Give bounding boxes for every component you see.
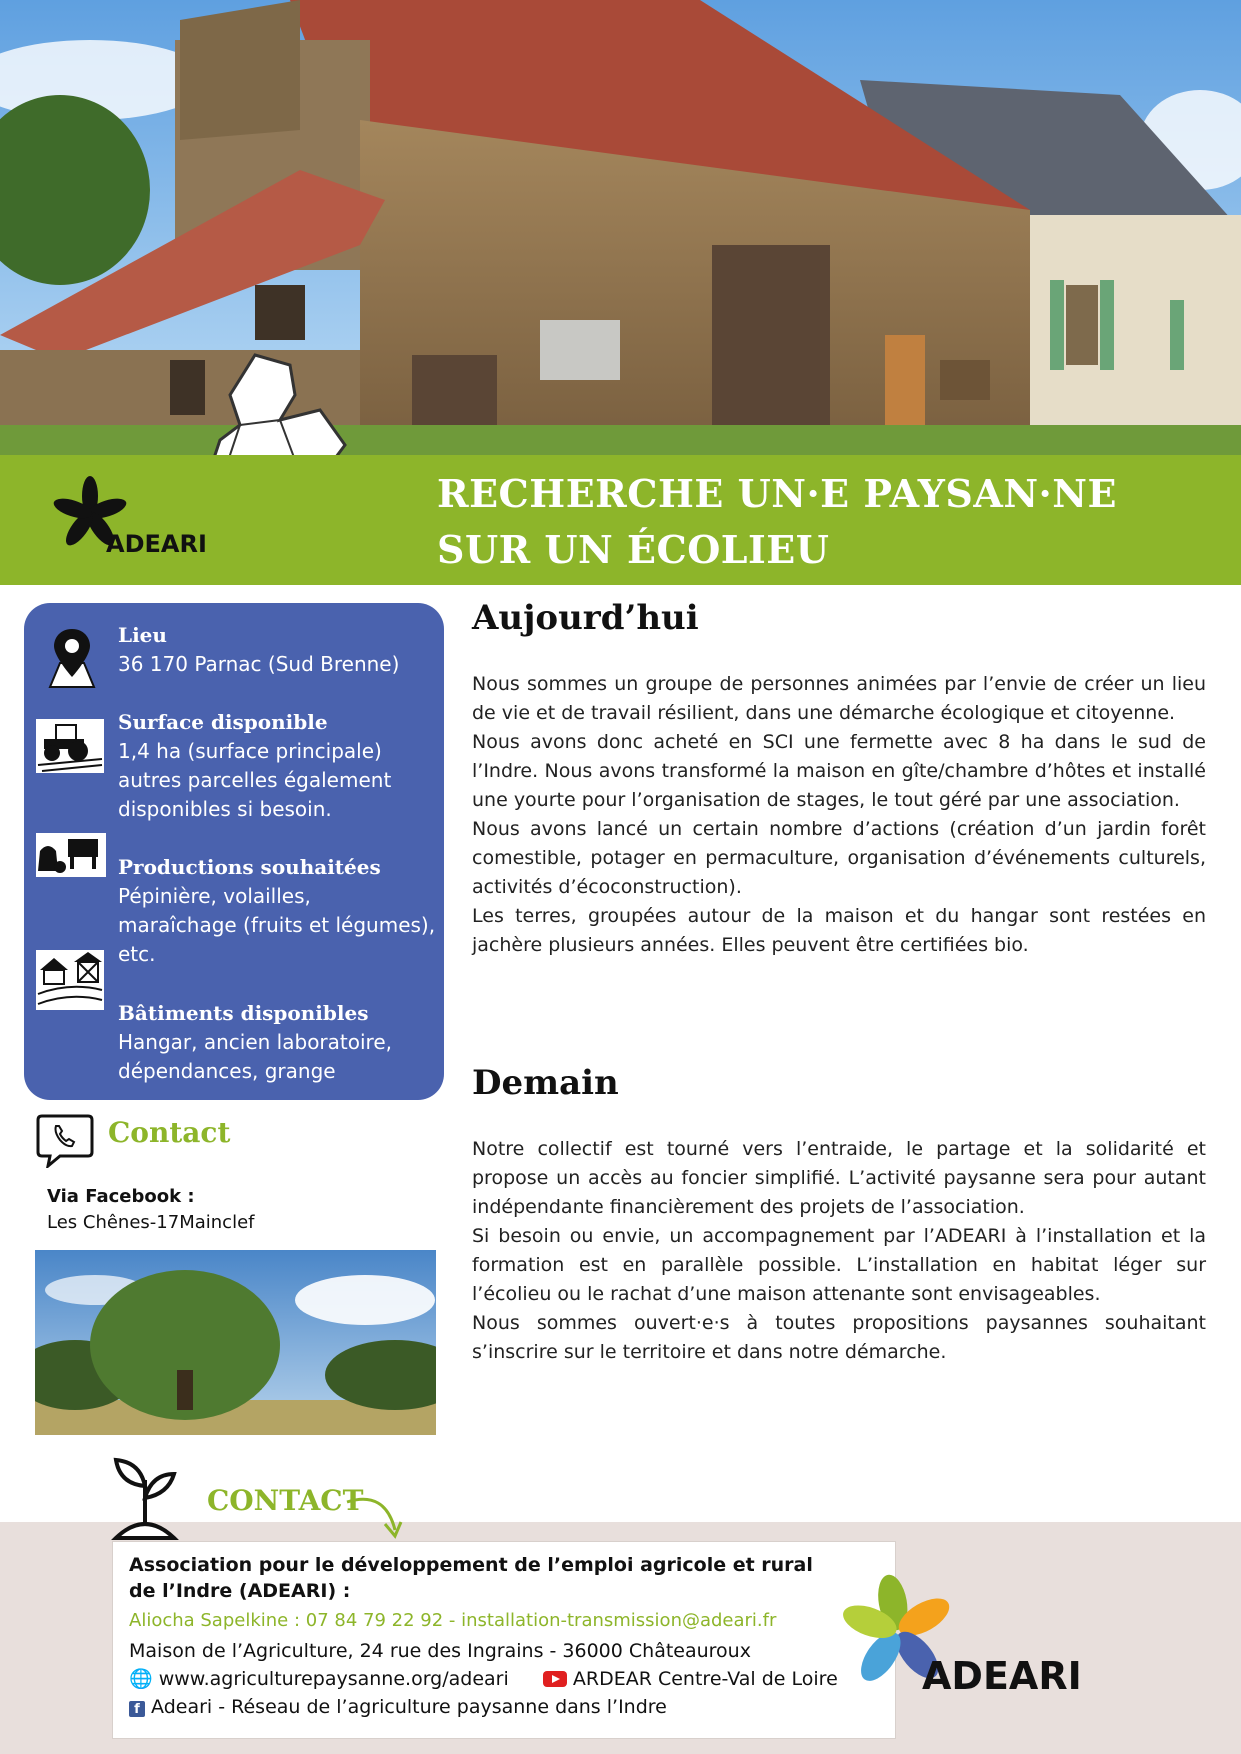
today-paragraph-3: Nous avons lancé un certain nombre d’actions (création d’un jardin forêt comestible, potager en permaculture, organisation d’événements culturels, activités d’écoconstruction). bbox=[472, 818, 1206, 898]
website-line bbox=[129, 1666, 838, 1692]
oak-tree-photo bbox=[35, 1250, 436, 1435]
today-paragraph-4: Les terres, groupées autour de la maison et du hangar sont restées en jachère plusieurs années. Elles peuvent être certifiées bio. bbox=[472, 905, 1206, 956]
buildings-label: Bâtiments disponibles bbox=[118, 1001, 369, 1025]
section-tomorrow-text bbox=[472, 1135, 1206, 1367]
facebook-icon: f bbox=[129, 1701, 145, 1717]
page-title-line-1: RECHERCHE UN·E PAYSAN·NE bbox=[437, 471, 1117, 516]
productions-label: Productions souhaitées bbox=[118, 855, 381, 879]
tomorrow-paragraph-3: Nous sommes ouvert·e·s à toutes propositions paysannes souhaitant s’inscrire sur le territoire et dans notre démarche. bbox=[472, 1312, 1206, 1363]
tractor-icon bbox=[34, 715, 106, 775]
youtube-channel-link[interactable]: ARDEAR Centre-Val de Loire bbox=[572, 1668, 838, 1690]
globe-icon: 🌐 bbox=[129, 1668, 153, 1690]
surface-value-3: disponibles si besoin. bbox=[118, 797, 332, 821]
productions-value-3: etc. bbox=[118, 942, 156, 966]
sprout-icon bbox=[110, 1450, 180, 1542]
youtube-icon bbox=[543, 1671, 567, 1687]
info-productions bbox=[118, 853, 438, 969]
tomorrow-paragraph-2: Si besoin ou envie, un accompagnement par l’ADEARI à l’installation et la formation est en parallèle possible. L’installation en habitat léger sur l’écolieu ou le rachat d’une maison attenante sont envisageables. bbox=[472, 1225, 1206, 1305]
hero-farmhouse-photo bbox=[0, 0, 1241, 455]
location-pin-icon bbox=[44, 625, 100, 691]
facebook-line bbox=[129, 1694, 667, 1720]
section-heading-today: Aujourd’hui bbox=[472, 598, 699, 638]
footer-contact-title: CONTACT bbox=[207, 1484, 364, 1517]
organization-name-line-1: Association pour le développement de l’emploi agricole et rural bbox=[129, 1554, 813, 1576]
farm-buildings-icon bbox=[34, 948, 106, 1012]
page-title bbox=[437, 466, 1217, 578]
phone-icon bbox=[34, 1112, 96, 1168]
page-title-line-2: SUR UN ÉCOLIEU bbox=[437, 527, 830, 572]
organization-name-line-2: de l’Indre (ADEARI) : bbox=[129, 1580, 351, 1602]
facebook-via-label: Via Facebook : bbox=[47, 1186, 195, 1207]
surface-value-2: autres parcelles également bbox=[118, 768, 392, 792]
buildings-value-2: dépendances, grange bbox=[118, 1059, 336, 1083]
farm-info-card bbox=[24, 603, 444, 1100]
footer-contact-box bbox=[112, 1541, 896, 1739]
today-paragraph-2: Nous avons donc acheté en SCI une fermette avec 8 ha dans le sud de l’Indre. Nous avons transformé la maison en gîte/chambre d’hôtes et installé une yourte pour l’organisation de stages, le tout géré par une association. bbox=[472, 731, 1206, 811]
location-label: Lieu bbox=[118, 623, 167, 647]
surface-label: Surface disponible bbox=[118, 710, 328, 734]
section-heading-tomorrow: Demain bbox=[472, 1063, 619, 1103]
livestock-produce-icon bbox=[34, 831, 108, 879]
adeari-logo-text: ADEARI bbox=[106, 530, 207, 558]
surface-value-1: 1,4 ha (surface principale) bbox=[118, 739, 382, 763]
facebook-page-link[interactable]: Adeari - Réseau de l’agriculture paysanne dans l’Indre bbox=[151, 1696, 667, 1718]
productions-value-1: Pépinière, volailles, bbox=[118, 884, 311, 908]
contact-person-line[interactable]: Aliocha Sapelkine : 07 84 79 22 92 - installation-transmission@adeari.fr bbox=[129, 1610, 777, 1631]
curved-arrow-icon bbox=[345, 1490, 405, 1548]
facebook-page-name[interactable]: Les Chênes-17Mainclef bbox=[47, 1212, 255, 1233]
info-surface bbox=[118, 708, 438, 824]
adeari-logo-color-text: ADEARI bbox=[922, 1654, 1082, 1698]
buildings-value-1: Hangar, ancien laboratoire, bbox=[118, 1030, 392, 1054]
postal-address: Maison de l’Agriculture, 24 rue des Ingrains - 36000 Châteauroux bbox=[129, 1640, 751, 1662]
location-value: 36 170 Parnac (Sud Brenne) bbox=[118, 652, 400, 676]
today-paragraph-1: Nous sommes un groupe de personnes animées par l’envie de créer un lieu de vie et de travail résilient, dans une démarche écologique et citoyenne. bbox=[472, 673, 1206, 724]
section-today-text bbox=[472, 670, 1206, 960]
productions-value-2: maraîchage (fruits et légumes), bbox=[118, 913, 436, 937]
contact-side-title: Contact bbox=[108, 1116, 231, 1149]
website-link[interactable]: www.agriculturepaysanne.org/adeari bbox=[158, 1668, 509, 1690]
info-buildings bbox=[118, 999, 438, 1086]
info-location bbox=[118, 621, 438, 679]
tomorrow-paragraph-1: Notre collectif est tourné vers l’entraide, le partage et la solidarité et propose un accès au foncier simplifié. L’activité paysanne sera pour autant indépendante financièrement des projets de l’association. bbox=[472, 1138, 1206, 1218]
